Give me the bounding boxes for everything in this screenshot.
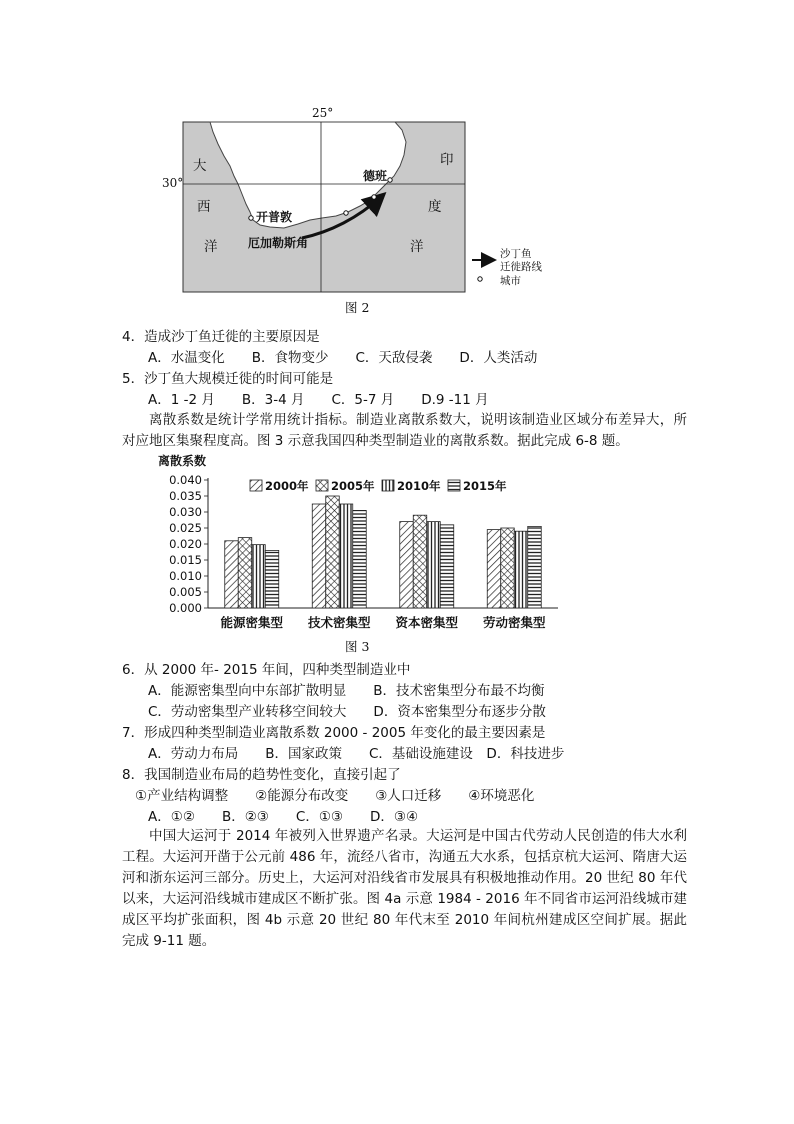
bar-2005年 xyxy=(238,538,252,608)
figure-3-chart xyxy=(140,450,580,660)
question-6-options-line2: C．劳动密集型产业转移空间较大 D．资本密集型分布逐步分散 xyxy=(148,704,546,720)
y-tick-label: 0.015 xyxy=(169,553,202,567)
city-marker-capetown xyxy=(249,216,253,220)
legend-label: 2015年 xyxy=(463,479,507,493)
y-tick-label: 0.035 xyxy=(169,489,202,503)
legend-label: 2005年 xyxy=(331,479,375,493)
city-label-durban: 德班 xyxy=(363,169,388,183)
x-category-label: 技术密集型 xyxy=(307,615,371,630)
y-tick-label: 0.020 xyxy=(169,537,202,551)
bar-2015年 xyxy=(440,525,454,608)
question-7-options: A．劳动力布局 B．国家政策 C．基础设施建设 D．科技进步 xyxy=(148,746,565,762)
legend-city-label: 城市 xyxy=(500,275,521,287)
y-tick-label: 0.030 xyxy=(169,505,202,519)
legend-swatch-2010年 xyxy=(382,480,394,491)
legend-route-label xyxy=(500,248,542,274)
ocean-label-indian-1: 印 xyxy=(440,152,454,168)
x-category-label: 能源密集型 xyxy=(220,615,284,630)
bar-2010年 xyxy=(252,545,266,608)
question-6-stem: 6．从 2000 年- 2015 年间，四种类型制造业中 xyxy=(122,662,411,678)
bar-2000年 xyxy=(400,522,414,608)
y-tick-label: 0.025 xyxy=(169,521,202,535)
y-axis-title: 离散系数 xyxy=(158,454,207,468)
legend-swatch-2015年 xyxy=(448,480,460,491)
longitude-label: 25° xyxy=(312,106,334,120)
ocean-label-atlantic-1: 大 xyxy=(193,158,207,174)
question-5-stem: 5．沙丁鱼大规模迁徙的时间可能是 xyxy=(122,371,334,387)
question-4-options: A．水温变化 B．食物变少 C．天敌侵袭 D．人类活动 xyxy=(148,350,538,366)
city-marker-coast2 xyxy=(372,195,376,199)
latitude-label: 30° xyxy=(162,176,184,190)
x-category-label: 资本密集型 xyxy=(395,615,459,630)
legend-city-symbol xyxy=(478,277,482,281)
question-8-statements: ①产业结构调整 ②能源分布改变 ③人口迁移 ④环境恶化 xyxy=(135,788,535,804)
figure-2-caption: 图 2 xyxy=(345,300,370,315)
city-label-capetown: 开普敦 xyxy=(256,210,293,224)
city-marker-coast1 xyxy=(344,211,348,215)
bar-2010年 xyxy=(339,504,353,608)
bar-2000年 xyxy=(487,530,501,608)
legend-swatch-2005年 xyxy=(316,480,328,491)
bar-2010年 xyxy=(427,522,441,608)
legend-route-label-line1: 沙丁鱼 xyxy=(500,248,532,260)
figure-2-map xyxy=(150,100,560,320)
ocean-label-atlantic-2: 西 xyxy=(197,199,211,215)
map-svg xyxy=(150,100,560,320)
x-category-label: 劳动密集型 xyxy=(482,615,546,630)
bar-2015年 xyxy=(528,526,542,608)
ocean-label-indian-2: 度 xyxy=(428,199,442,215)
y-tick-label: 0.010 xyxy=(169,569,202,583)
legend-route-label-line2: 迁徙路线 xyxy=(500,261,542,273)
y-tick-label: 0.005 xyxy=(169,585,202,599)
bar-2005年 xyxy=(326,496,340,608)
legend-swatch-2000年 xyxy=(250,480,262,491)
ocean-label-indian-3: 洋 xyxy=(410,239,424,255)
question-4-stem: 4．造成沙丁鱼迁徙的主要原因是 xyxy=(122,329,320,345)
intro-paragraph-6-8: 离散系数是统计学常用统计指标。制造业离散系数大，说明该制造业区域分布差异大，所对应地区集聚程度高。图 3 示意我国四种类型制造业的离散系数。据此完成 6-8 题。 xyxy=(122,412,687,449)
bar-2010年 xyxy=(514,531,528,608)
cape-agulhas-label: 厄加勒斯角 xyxy=(248,236,309,250)
city-marker-durban xyxy=(388,178,392,182)
legend-label: 2000年 xyxy=(265,479,309,493)
bar-2000年 xyxy=(312,504,326,608)
question-5-options: A．1 -2 月 B．3-4 月 C．5-7 月 D.9 -11 月 xyxy=(148,392,489,408)
ocean-label-atlantic-3: 洋 xyxy=(204,239,218,255)
bar-2000年 xyxy=(225,541,239,608)
bar-2015年 xyxy=(265,550,279,608)
intro-paragraph-9-11: 中国大运河于 2014 年被列入世界遗产名录。大运河是中国古代劳动人民创造的伟大水利工程。大运河开凿于公元前 486 年，流经八省市，沟通五大水系，包括京杭大运河、隋唐大运河和浙东运河三部分。历史上，大运河对沿线省市发展具有积极地推动作用。20 世纪 80 年代以来，大运河沿线城市建成区不断扩张。图 4a 示意 1984 - 2016 年不同省市运河沿线城市建成区平均扩张面积，图 4b 示意 20 世纪 80 年代末至 2010 年间杭州建成区空间扩展。据此完成 9-11 题。 xyxy=(122,828,687,949)
chart-svg xyxy=(140,450,580,660)
question-6-options-line1: A．能源密集型向中东部扩散明显 B．技术密集型分布最不均衡 xyxy=(148,683,545,699)
figure-3-caption: 图 3 xyxy=(345,639,370,654)
legend-label: 2010年 xyxy=(397,479,441,493)
question-8-options: A．①② B．②③ C．①③ D．③④ xyxy=(148,809,419,825)
question-8-stem: 8．我国制造业布局的趋势性变化，直接引起了 xyxy=(122,767,401,783)
y-tick-label: 0.040 xyxy=(169,473,202,487)
bar-2015年 xyxy=(353,510,367,608)
bar-2005年 xyxy=(413,515,427,608)
question-7-stem: 7．形成四种类型制造业离散系数 2000 - 2005 年变化的最主要因素是 xyxy=(122,725,546,741)
y-tick-label: 0.000 xyxy=(169,601,202,615)
bar-2005年 xyxy=(501,528,515,608)
